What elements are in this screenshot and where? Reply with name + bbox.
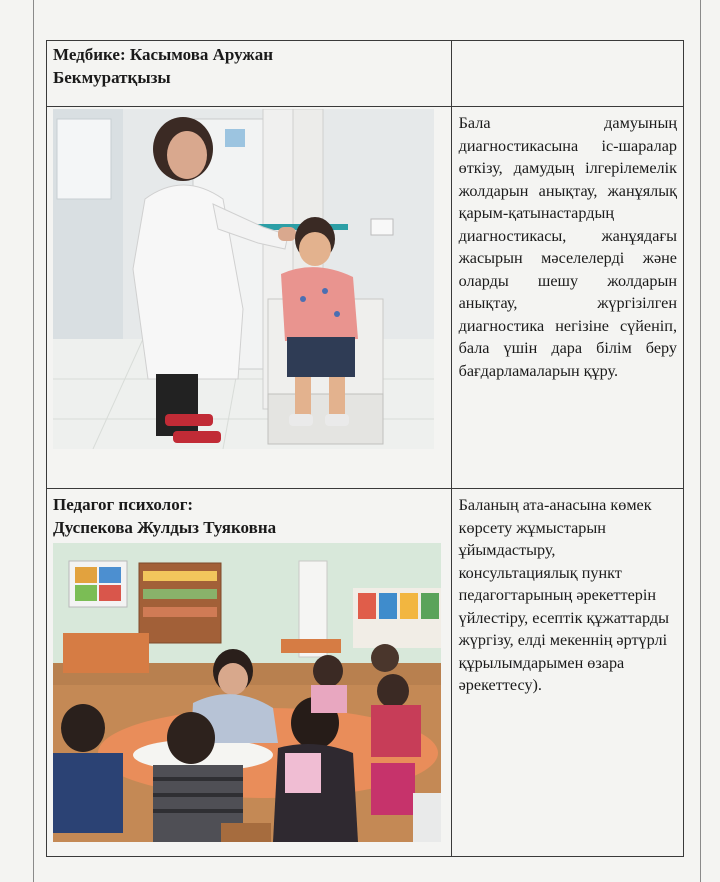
psychologist-description-cell — [451, 489, 683, 857]
table-row — [47, 489, 684, 857]
nurse-description: Бала дамуының диагностикасына іс-шаралар өткізу, дамудың ілгерілемелік жолдарын анықтау, жанұялық қарым-қатынастардың диагностикасы, жанұядағы жасырын мәселелерді және оларды шешу жолдарын анықтау, жүргізілген диагностика негізіне сүйеніп, бала үшін дара білім беру бағдарламаларын құру. — [458, 114, 677, 380]
psychologist-cell — [47, 489, 452, 857]
psychologist-name: Дуспекова Жулдыз Туяковна — [53, 518, 277, 537]
psychologist-heading — [47, 489, 451, 539]
nurse-measuring-child-photo — [53, 109, 434, 449]
nurse-heading-cell — [47, 41, 452, 107]
psychologist-description: Баланың ата-анасына көмек көрсету жұмыстарын ұйымдастыру, консультациялық пункт педагогтарының әрекеттерін үйлестіру, есептік құжаттарды жүргізу, елді мекеннің әртүрлі құрылымдарымен өзара әрекеттесу). — [458, 496, 669, 694]
staff-table — [46, 40, 684, 857]
psychologist-title: Педагог психолог: — [53, 495, 194, 514]
nurse-patronymic: Бекмуратқызы — [53, 68, 171, 87]
nurse-description-cell — [451, 107, 683, 489]
nurse-title: Медбике: Касымова Аружан — [53, 45, 274, 64]
nurse-heading — [47, 41, 451, 89]
table-row — [47, 107, 684, 489]
empty-cell — [451, 41, 683, 107]
table-row — [47, 41, 684, 107]
psychologist-with-children-photo — [53, 543, 441, 842]
nurse-photo-cell — [47, 107, 452, 489]
